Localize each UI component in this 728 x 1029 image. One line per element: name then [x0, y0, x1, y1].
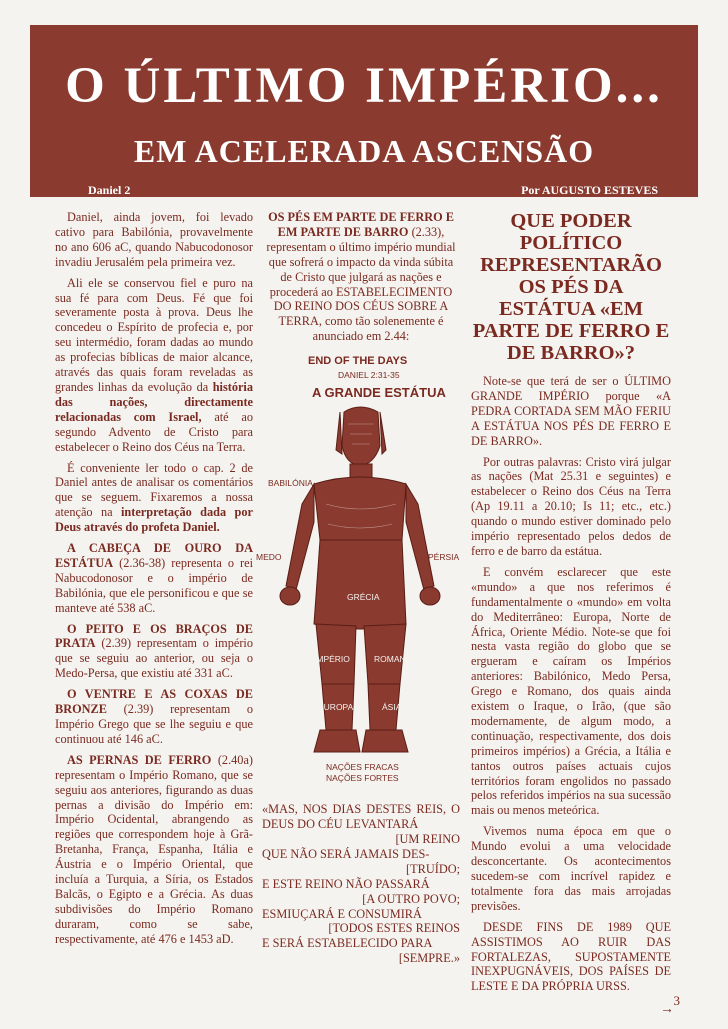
label-asia: ÁSIA [382, 702, 402, 713]
figure-reference: DANIEL 2:31-35 [338, 370, 400, 381]
continue-arrow-icon: → [660, 1002, 674, 1017]
paragraph: Ali ele se conservou fiel e puro na sua fé para com Deus. Fé que foi severamente posta à prova. Deus lhe concedeu o Espírito de profecia e, por seu intermédio, foram dadas ao mundo as profecias bíblicas de maior alcance, através das quais foram reveladas as grandes linhas da evolução da história das nações, directamente relacionadas com Israel, até ao segundo Advento de Cristo para estabelecer o Reino dos Céus na Terra. [55, 275, 254, 454]
column-right [471, 210, 671, 1000]
figure-title: END OF THE DAYS [308, 355, 408, 368]
paragraph: O VENTRE E AS COXAS DE BRONZE (2.39) representam o Império Grego que se lhe seguiu e que continuou até 146 aC. [55, 687, 254, 746]
paragraph: Note-se que terá de ser o ÚLTIMO GRANDE IMPÉRIO porque «A PEDRA CORTADA SEM MÃO FERIU A ESTÁTUA NOS PÉS DE FERRO E DE BARRO». [471, 374, 671, 448]
label-medo: MEDO [256, 552, 282, 563]
statue-illustration [256, 354, 466, 794]
label-europa: EUROPA [318, 702, 354, 713]
paragraph: O PEITO E OS BRAÇOS DE PRATA (2.39) representam o império que se seguiu ao anterior, ou seja o Medo-Persa, que existiu até 331 aC. [55, 621, 253, 681]
label-nacoes-fortes: NAÇÕES FORTES [326, 773, 399, 784]
subtitle: EM ACELERADA ASCENSÃO [133, 133, 595, 169]
label-imperio: IMPÉRIO [314, 654, 350, 665]
label-persia: PÉRSIA [428, 552, 460, 563]
paragraph: E convém esclarecer que este «mundo» a que nos referimos é fundamentalmente o «mundo» em volta do Mediterrâneo: Europa, Norte de África, Oriente Médio. Note-se que foi nesta vasta região do globo que se ergueram e caíram os Impérios anteriores: Babilónico, Medo Persa, Grego e Romano, dos quais ainda existem o Iraque, o Irão, (que são modernamente, de algum modo, a continuação, respectivamente, dos dois primeiros impérios) a Grécia, a Itália e tantos outros países actuais cujos territórios foram engolidos no passado pelos referidos impérios na sua sucessão mais ou menos meteórica. [471, 564, 671, 818]
section-question-heading: QUE PODER POLÍTICO REPRESENTARÃO OS PÉS DA ESTÁTUA «EM PARTE DE FERRO E DE BARRO»? [472, 210, 670, 364]
page-number: 3 [673, 993, 680, 1008]
paragraph: A CABEÇA DE OURO DA ESTÁTUA (2.36-38) representa o rei Nabucodonosor e o império de Babilónia, que ele personificou e que se manteve até 538 aC. [55, 541, 253, 615]
main-title: O ÚLTIMO IMPÉRIO... [65, 58, 663, 114]
paragraph: Daniel, ainda jovem, foi levado cativo para Babilónia, provavelmente no ano 606 aC, quando Nabucodonosor invadiu Jerusalém pela primeira vez. [55, 210, 253, 269]
paragraph: Vivemos numa época em que o Mundo evolui a uma velocidade desconcertante. Os acontecimentos sucedem-se com incrível rapidez e totalmente fora das mais arrojadas previsões. [471, 824, 671, 913]
paragraph: OS PÉS EM PARTE DE FERRO E EM PARTE DE BARRO (2.33), representam o último império mundial que sofrerá o impacto da vinda súbita de Cristo que julgará as nações e procederá ao ESTABELECIMENTO DO REINO DOS CÉUS SOBRE A TERRA, como tão solenemente é anunciado em 2.44: [266, 210, 456, 344]
label-nacoes-fracas: NAÇÕES FRACAS [326, 762, 399, 773]
statue-figure [256, 354, 466, 794]
bible-reference: Daniel 2 [88, 183, 131, 197]
label-grecia: GRÉCIA [347, 592, 380, 603]
column-left [55, 210, 253, 953]
figure-subtitle: A GRANDE ESTÁTUA [312, 385, 446, 401]
paragraph: É conveniente ler todo o cap. 2 de Daniel antes de analisar os comentários que se seguem. Fixaremos a nossa atenção na interpretação dada por Deus através do profeta Daniel. [55, 460, 253, 535]
column-middle [256, 210, 460, 966]
label-babilonia: BABILÓNIA [268, 478, 313, 489]
author-byline: Por AUGUSTO ESTEVES [521, 183, 658, 197]
paragraph: DESDE FINS DE 1989 QUE ASSISTIMOS AO RUIR DAS FORTALEZAS, SUPOSTAMENTE INEXPUGNÁVEIS, DOS PAÍSES DE LESTE E DA PRÓPRIA URSS. [471, 919, 671, 994]
title-banner [30, 25, 698, 197]
paragraph: Por outras palavras: Cristo virá julgar as nações (Mat 25.31 e seguintes) e estabelecer o Reino dos Céus na Terra (Ap 19.11 a 20.10; Is 11; etc., etc.) quando o mundo estiver dominado pelo império representado pelos dedos de ferro e de barro da estátua. [471, 454, 671, 558]
label-romano: ROMANO [374, 654, 413, 665]
scripture-quote: «MAS, NOS DIAS DESTES REIS, O DEUS DO CÉU LEVANTARÁ [UM REINO QUE NÃO SERÁ JAMAIS DES- [TRUÍDO; E ESTE REINO NÃO PASSARÁ [A OUTRO POVO; ESMIUÇARÁ E CONSUMIRÁ [TODOS ESTES REINOS E SERÁ ESTABELECIDO PARA [SEMPRE.» [262, 802, 460, 966]
paragraph: AS PERNAS DE FERRO (2.40a) representam o Império Romano, que se seguiu aos anteriores, figurando as duas pernas a divisão do Império em: Império Ocidental, abrangendo as regiões que correspondem hoje à Grã-Bretanha, França, Espanha, Itália e Áustria e o Império Oriental, que incluía a Turquia, a Síria, os Estados Balcãs, o Egipto e a Grécia. As duas subdivisões do Império Romano duraram, como se sabe, respectivamente, até 476 e 1453 aD. [55, 752, 253, 946]
